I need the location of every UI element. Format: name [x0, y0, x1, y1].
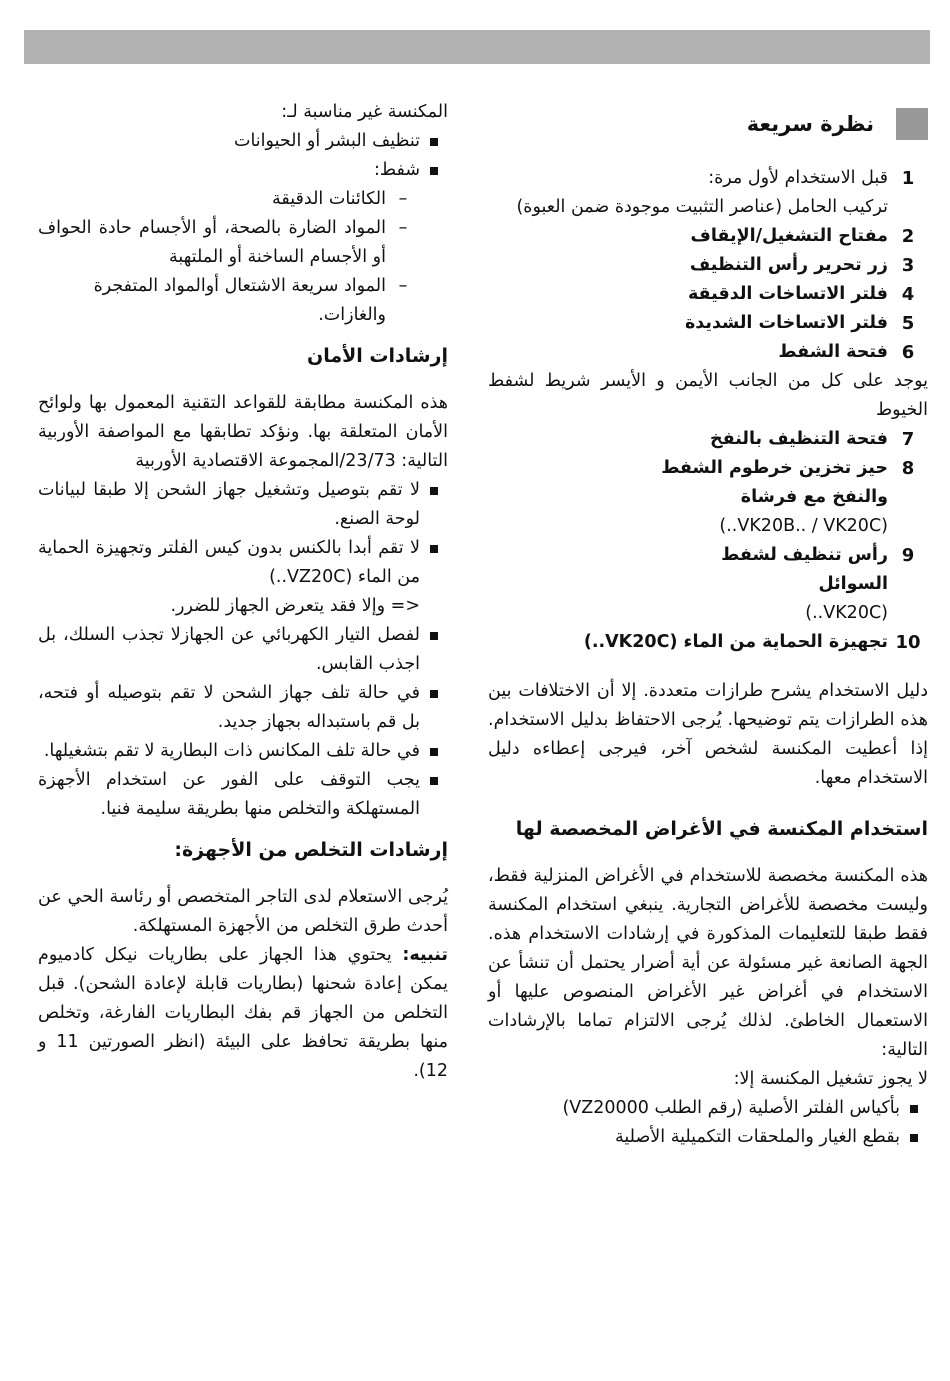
note-label: تنبيه:	[402, 945, 448, 965]
section-marker-icon	[896, 108, 928, 140]
list-item: بقطع الغيار والملحقات التكميلية الأصلية	[488, 1123, 928, 1152]
list-item: 7 فتحة التنظيف بالنفخ	[710, 429, 915, 450]
right-column	[488, 98, 928, 1152]
list-item: – المواد الضارة بالصحة، أو الأجسام حادة الحواف أو الأجسام الساخنة أو الملتهبة	[38, 218, 408, 267]
bullet-icon	[430, 748, 438, 756]
note-text: يحتوي هذا الجهاز على بطاريات نيكل كادميوم يمكن إعادة شحنها (بطاريات قابلة لإعادة الشحن). قبل التخلص من الجهاز قم بفك البطاريات الفارغة، وتخلص منها بطريقة تحافظ على البيئة (انظر الصورتين 11 و 12).	[38, 945, 448, 1081]
section-title	[488, 108, 928, 140]
left-column	[38, 98, 448, 1086]
list-item: لا تقم أبدا بالكنس بدون كيس الفلتر وتجهيزة الحماية من الماء (VZ20C..)	[38, 534, 448, 592]
unsuitable-title: المكنسة غير مناسبة لـ:	[281, 102, 448, 122]
list-item: 6 فتحة الشفط	[778, 342, 915, 363]
list-item-desc: يوجد على كل من الجانب الأيمن و الأيسر شريط لشفط الخيوط	[488, 371, 928, 420]
list-item: يجب التوقف على الفور عن استخدام الأجهزة المستهلكة والتخلص منها بطريقة سليمة فنيا.	[38, 766, 448, 824]
list-item: في حالة تلف جهاز الشحن لا تقم بتوصيله أو فتحه، بل قم باستبداله بجهاز جديد.	[38, 679, 448, 737]
intended-use-text: هذه المكنسة مخصصة للاستخدام في الأغراض المنزلية فقط، وليست مخصصة للأغراض التجارية. ينبغي استخدام المكنسة فقط طبقا للتعليمات المذكورة في إرشادات الاستخدام هذه. الجهة الصانعة غير مسئولة عن أية أضرار يحتمل أن تنشأ عن الاستخدام في أغراض غير الأغراض المنصوص عليها أو الاستعمال الخاطئ. لذلك يُرجى الالتزام تماما بالإرشادات التالية:	[488, 866, 928, 1060]
list-item: – المواد سريعة الاشتعال أوالمواد المتفجرة والغازات.	[93, 276, 408, 325]
list-item: 8 حيز تخزين خرطوم الشفط والنفخ مع فرشاة (VK20B.. / VK20C..)	[661, 458, 915, 536]
list-item: لفصل التيار الكهربائي عن الجهازلا تجذب السلك، بل اجذب القابس.	[38, 621, 448, 679]
safety-warning: <= وإلا فقد يتعرض الجهاز للضرر.	[170, 596, 420, 616]
list-item: 1 قبل الاستخدام لأول مرة: تركيب الحامل (عناصر التثبيت موجودة ضمن العبوة)	[516, 168, 915, 217]
list-item: بأكياس الفلتر الأصلية (رقم الطلب VZ20000)	[488, 1094, 928, 1123]
manual-note: دليل الاستخدام يشرح طرازات متعددة. إلا أن الاختلافات بين هذه الطرازات يتم توضيحها. يُرجى الاحتفاظ بدليل الاستخدام. إذا أعطيت المكنسة لشخص آخر، فيرجى إعطاءه دليل الاستخدام معها.	[488, 681, 928, 788]
bullet-icon	[910, 1105, 918, 1113]
disposal-text: يُرجى الاستعلام لدى التاجر المتخصص أو رئاسة الحي عن أحدث طرق التخلص من الأجهزة المستهلكة.	[38, 887, 448, 936]
list-item: تنظيف البشر أو الحيوانات	[38, 127, 448, 156]
list-item: 5 فلتر الاتساخات الشديدة	[684, 313, 915, 334]
list-item: 4 فلتر الاتساخات الدقيقة	[687, 284, 915, 305]
list-item: 9 رأس تنظيف لشفط السوائل (VK20C..)	[721, 545, 915, 623]
bullet-icon	[430, 545, 438, 553]
safety-heading: إرشادات الأمان	[306, 345, 448, 367]
bullet-icon	[430, 487, 438, 495]
list-item: لا تقم بتوصيل وتشغيل جهاز الشحن إلا طبقا لبيانات لوحة الصنع.	[38, 476, 448, 534]
list-item: في حالة تلف المكانس ذات البطارية لا تقم بتشغيلها.	[38, 737, 448, 766]
bullet-icon	[430, 777, 438, 785]
list-item: – الكائنات الدقيقة	[272, 189, 408, 209]
bullet-icon	[430, 690, 438, 698]
page-title: نظرة سريعة	[746, 111, 874, 136]
bullet-icon	[430, 167, 438, 175]
battery-note	[38, 941, 448, 1086]
list-item: 3 زر تحرير رأس التنظيف	[689, 255, 915, 276]
list-item: 10 تجهيزة الحماية من الماء (VK20C..)	[583, 632, 921, 653]
bullet-icon	[430, 138, 438, 146]
safety-intro: هذه المكنسة مطابقة للقواعد التقنية المعمول بها ولوائح الأمان المتعلقة بها. ونؤكد تطابقها مع المواصفة الأوربية التالية: 23/73/المجموعة الاقتصادية الأوربية	[38, 393, 448, 471]
intended-use-heading: استخدام المكنسة في الأغراض المخصصة لها	[515, 818, 928, 840]
disposal-heading: إرشادات التخلص من الأجهزة:	[174, 839, 448, 861]
bullet-icon	[910, 1134, 918, 1142]
only-with-label: لا يجوز تشغيل المكنسة إلا:	[733, 1069, 928, 1089]
header-bar	[24, 30, 930, 64]
bullet-icon	[430, 632, 438, 640]
list-item: شفط:	[38, 156, 448, 185]
list-item: 2 مفتاح التشغيل/الإيقاف	[690, 226, 915, 247]
